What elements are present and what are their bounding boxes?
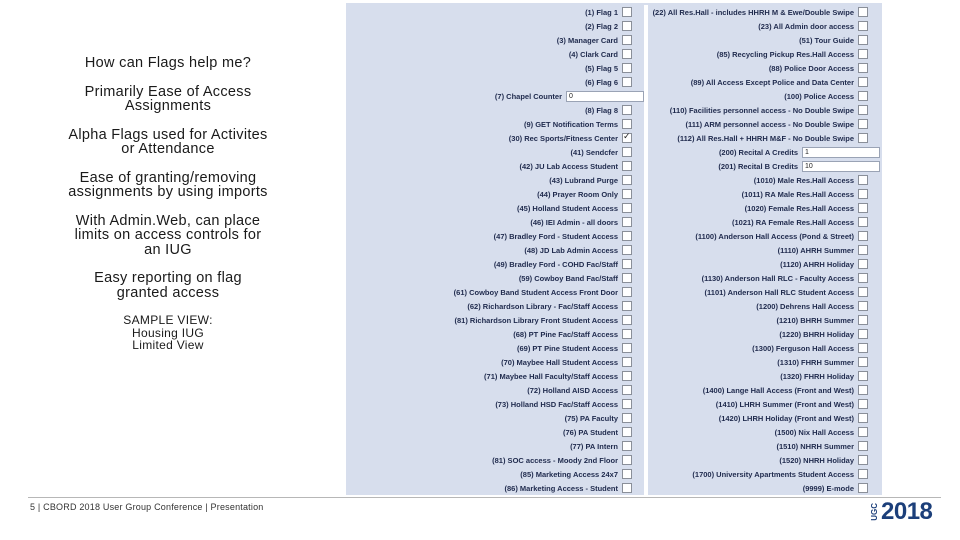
flag-checkbox[interactable]: [622, 427, 632, 437]
flag-checkbox[interactable]: [622, 175, 632, 185]
flag-checkbox[interactable]: [858, 245, 868, 255]
flag-checkbox[interactable]: [858, 483, 868, 493]
sample-view-title: SAMPLE VIEW:: [123, 313, 213, 327]
flag-row: [348, 131, 644, 145]
flag-checkbox[interactable]: [858, 91, 868, 101]
flag-row: [348, 103, 644, 117]
footer-divider: [28, 497, 941, 498]
flag-label: (45) Holland Student Access: [517, 203, 618, 213]
flag-row: [648, 173, 880, 187]
flag-checkbox[interactable]: [858, 441, 868, 451]
sample-view-line2: Housing IUG: [132, 325, 204, 340]
flag-label: (42) JU Lab Access Student: [519, 161, 618, 171]
flag-checkbox[interactable]: [858, 259, 868, 269]
flag-checkbox[interactable]: [622, 133, 632, 143]
bullet-access-assignments: Primarily Ease of Access Assignments: [84, 83, 252, 114]
flag-checkbox[interactable]: [858, 21, 868, 31]
flag-label: (49) Bradley Ford - COHD Fac/Staff: [493, 259, 618, 269]
flag-row: [648, 215, 880, 229]
flag-row: [348, 271, 644, 285]
flag-row: [648, 355, 880, 369]
flag-label: (1520) NHRH Holiday: [779, 455, 854, 465]
flag-checkbox[interactable]: [622, 385, 632, 395]
flag-label: (61) Cowboy Band Student Access Front Door: [453, 287, 618, 297]
flag-label: (22) All Res.Hall - includes HHRH M & Ewe/Double Swipe: [652, 7, 854, 17]
flag-label: (201) Recital B Credits: [718, 161, 798, 171]
flag-row: [648, 131, 880, 145]
flag-label: (111) ARM personnel access - No Double Swipe: [685, 119, 854, 129]
flag-label: (1410) LHRH Summer (Front and West): [715, 399, 854, 409]
flag-label: (1020) Female Res.Hall Access: [744, 203, 854, 213]
flag-label: (1100) Anderson Hall Access (Pond & Street): [695, 231, 854, 241]
flag-label: (51) Tour Guide: [799, 35, 854, 45]
flag-row: [648, 75, 880, 89]
flag-label: (71) Maybee Hall Faculty/Staff Access: [484, 371, 618, 381]
flag-label: (1011) RA Male Res.Hall Access: [741, 189, 854, 199]
flag-label: (2) Flag 2: [585, 21, 618, 31]
flag-checkbox[interactable]: [622, 287, 632, 297]
flag-row: [348, 341, 644, 355]
flag-row: [648, 285, 880, 299]
flag-value-field[interactable]: 1: [802, 147, 880, 158]
flag-row: [648, 341, 880, 355]
flag-checkbox[interactable]: [858, 469, 868, 479]
flag-label: (1420) LHRH Holiday (Front and West): [718, 413, 854, 423]
flag-row: [648, 257, 880, 271]
flag-row: [648, 327, 880, 341]
flag-checkbox[interactable]: [622, 441, 632, 451]
bullet-imports: Ease of granting/removing assignments by using imports: [68, 169, 268, 200]
flag-row: [648, 229, 880, 243]
flag-row: [648, 61, 880, 75]
ugc-logo-small: UGC: [870, 503, 879, 521]
flag-row: [348, 453, 644, 467]
flag-row: [348, 355, 644, 369]
flag-row: [348, 383, 644, 397]
flag-checkbox[interactable]: [858, 203, 868, 213]
flag-checkbox[interactable]: [622, 147, 632, 157]
flag-checkbox[interactable]: [858, 7, 868, 17]
flag-label: (46) IEI Admin - all doors: [530, 217, 618, 227]
flag-checkbox[interactable]: [858, 77, 868, 87]
flag-label: (1) Flag 1: [585, 7, 618, 17]
flag-label: (200) Recital A Credits: [718, 147, 798, 157]
flag-checkbox[interactable]: [858, 399, 868, 409]
flag-label: (70) Maybee Hall Student Access: [501, 357, 618, 367]
flag-checkbox[interactable]: [622, 105, 632, 115]
flag-checkbox[interactable]: [622, 231, 632, 241]
ugc-logo-year: 2018: [881, 498, 933, 525]
flag-label: (59) Cowboy Band Fac/Staff: [518, 273, 618, 283]
flag-checkbox[interactable]: [858, 105, 868, 115]
flag-label: (73) Holland HSD Fac/Staff Access: [495, 399, 618, 409]
flag-row: [648, 369, 880, 383]
flag-checkbox[interactable]: [622, 413, 632, 423]
flags-screenshot-panel: [346, 3, 882, 495]
flag-row: [348, 257, 644, 271]
flag-row: [648, 5, 880, 19]
flag-row: [348, 145, 644, 159]
flag-label: (41) Sendcfer: [570, 147, 618, 157]
flag-row: [648, 47, 880, 61]
flag-checkbox[interactable]: [622, 77, 632, 87]
flag-checkbox[interactable]: [622, 63, 632, 73]
flag-checkbox[interactable]: [858, 49, 868, 59]
flag-checkbox[interactable]: [622, 273, 632, 283]
flag-checkbox[interactable]: [622, 329, 632, 339]
flag-label: (1320) FHRH Holiday: [780, 371, 854, 381]
bullet-easy-reporting: Easy reporting on flag granted access: [94, 270, 242, 301]
flag-label: (1300) Ferguson Hall Access: [752, 343, 854, 353]
footer-caption: 5 | CBORD 2018 User Group Conference | Presentation: [30, 502, 264, 512]
flags-column-right: [648, 5, 880, 495]
bullet-alpha-flags: Alpha Flags used for Activites or Attendance: [68, 126, 268, 157]
flag-label: (9999) E-mode: [802, 483, 854, 493]
flag-checkbox[interactable]: [622, 189, 632, 199]
flag-label: (23) All Admin door access: [758, 21, 854, 31]
flag-checkbox[interactable]: [858, 119, 868, 129]
flag-row: [348, 173, 644, 187]
flag-row: [648, 187, 880, 201]
flag-label: (1400) Lange Hall Access (Front and West): [702, 385, 854, 395]
flag-row: [648, 19, 880, 33]
flag-row: [348, 285, 644, 299]
flag-checkbox[interactable]: [622, 7, 632, 17]
flag-row: [648, 33, 880, 47]
flag-row: [348, 439, 644, 453]
flag-checkbox[interactable]: [622, 371, 632, 381]
flag-row: [348, 201, 644, 215]
flag-checkbox[interactable]: [622, 161, 632, 171]
flag-row: [648, 481, 880, 495]
flag-checkbox[interactable]: [858, 357, 868, 367]
flag-checkbox[interactable]: [858, 371, 868, 381]
flag-row: [648, 159, 880, 173]
flag-checkbox[interactable]: [622, 399, 632, 409]
left-bullet-list: [68, 56, 268, 366]
flag-label: (1500) Nix Hall Access: [774, 427, 854, 437]
flag-row: [348, 33, 644, 47]
flag-label: (77) PA Intern: [570, 441, 618, 451]
flag-checkbox[interactable]: [622, 21, 632, 31]
flag-row: [348, 215, 644, 229]
flag-label: (1210) BHRH Summer: [776, 315, 854, 325]
flag-row: [348, 327, 644, 341]
flag-row: [648, 467, 880, 481]
flag-checkbox[interactable]: [622, 203, 632, 213]
flag-label: (81) SOC access - Moody 2nd Floor: [492, 455, 618, 465]
flag-row: [348, 19, 644, 33]
flag-row: [648, 117, 880, 131]
flag-label: (1110) AHRH Summer: [777, 245, 854, 255]
flag-label: (9) GET Notification Terms: [523, 119, 618, 129]
flag-row: [648, 103, 880, 117]
flag-label: (85) Marketing Access 24x7: [520, 469, 618, 479]
flag-row: [648, 201, 880, 215]
flag-row: [348, 369, 644, 383]
flag-label: (44) Prayer Room Only: [537, 189, 618, 199]
flag-row: [648, 271, 880, 285]
flag-label: (86) Marketing Access - Student: [504, 483, 618, 493]
flag-checkbox[interactable]: [858, 315, 868, 325]
flag-checkbox[interactable]: [622, 217, 632, 227]
flag-label: (1120) AHRH Holiday: [780, 259, 854, 269]
flag-label: (100) Police Access: [784, 91, 854, 101]
flag-row: [348, 313, 644, 327]
flag-value-field[interactable]: 0: [566, 91, 644, 102]
flag-label: (4) Clark Card: [568, 49, 618, 59]
flag-row: [348, 229, 644, 243]
flag-label: (1101) Anderson Hall RLC Student Access: [704, 287, 854, 297]
flag-checkbox[interactable]: [858, 35, 868, 45]
flag-label: (8) Flag 8: [585, 105, 618, 115]
flag-checkbox[interactable]: [622, 455, 632, 465]
sample-view-line3: Limited View: [132, 338, 204, 352]
flag-checkbox[interactable]: [858, 287, 868, 297]
flag-checkbox[interactable]: [622, 343, 632, 353]
flag-checkbox[interactable]: [622, 245, 632, 255]
flag-checkbox[interactable]: [858, 343, 868, 353]
flag-row: [648, 439, 880, 453]
flag-row: [648, 299, 880, 313]
flag-row: [348, 243, 644, 257]
flag-label: (112) All Res.Hall + HHRH M&F - No Double Swipe: [677, 133, 854, 143]
flag-checkbox[interactable]: [858, 231, 868, 241]
flag-label: (47) Bradley Ford - Student Access: [493, 231, 618, 241]
flag-row: [348, 159, 644, 173]
flag-label: (62) Richardson Library - Fac/Staff Access: [467, 301, 618, 311]
flag-checkbox[interactable]: [858, 63, 868, 73]
flag-row: [348, 299, 644, 313]
flag-row: [348, 397, 644, 411]
sample-view-caption: [68, 314, 268, 352]
flag-row: [348, 5, 644, 19]
flag-row: [648, 89, 880, 103]
flag-row: [348, 117, 644, 131]
flag-row: [348, 411, 644, 425]
flag-label: (85) Recycling Pickup Res.Hall Access: [716, 49, 854, 59]
flag-row: [648, 411, 880, 425]
flag-label: (81) Richardson Library Front Student Access: [454, 315, 618, 325]
flag-row: [348, 47, 644, 61]
flag-label: (89) All Access Except Police and Data Center: [690, 77, 854, 87]
flag-row: [348, 61, 644, 75]
flags-column-left: [348, 5, 644, 495]
flag-label: (30) Rec Sports/Fitness Center: [508, 133, 618, 143]
flag-value-field[interactable]: 10: [802, 161, 880, 172]
flag-row: [348, 75, 644, 89]
flag-label: (1021) RA Female Res.Hall Access: [731, 217, 854, 227]
flag-row: [348, 467, 644, 481]
flag-label: (1220) BHRH Holiday: [779, 329, 854, 339]
flag-label: (6) Flag 6: [585, 77, 618, 87]
flag-label: (1130) Anderson Hall RLC - Faculty Access: [701, 273, 854, 283]
flag-checkbox[interactable]: [858, 329, 868, 339]
flag-checkbox[interactable]: [858, 175, 868, 185]
flag-checkbox[interactable]: [622, 119, 632, 129]
flag-label: (1700) University Apartments Student Access: [692, 469, 854, 479]
flag-checkbox[interactable]: [858, 413, 868, 423]
flag-label: (3) Manager Card: [556, 35, 618, 45]
flag-checkbox[interactable]: [858, 217, 868, 227]
flag-label: (75) PA Faculty: [564, 413, 618, 423]
flag-checkbox[interactable]: [622, 259, 632, 269]
flag-row: [648, 383, 880, 397]
flag-checkbox[interactable]: [622, 301, 632, 311]
flag-label: (76) PA Student: [562, 427, 618, 437]
flag-row: [348, 481, 644, 495]
flag-checkbox[interactable]: [622, 483, 632, 493]
flag-checkbox[interactable]: [858, 273, 868, 283]
flag-label: (72) Holland AISD Access: [527, 385, 618, 395]
flag-row: [648, 313, 880, 327]
flag-label: (1200) Dehrens Hall Access: [756, 301, 854, 311]
flag-label: (1510) NHRH Summer: [776, 441, 854, 451]
flag-checkbox[interactable]: [858, 133, 868, 143]
flag-row: [648, 453, 880, 467]
flag-checkbox[interactable]: [622, 315, 632, 325]
flag-row: [348, 187, 644, 201]
flag-row: [648, 145, 880, 159]
flag-label: (1310) FHRH Summer: [777, 357, 854, 367]
flag-checkbox[interactable]: [858, 455, 868, 465]
flag-checkbox[interactable]: [622, 357, 632, 367]
flag-label: (7) Chapel Counter: [494, 91, 562, 101]
bullet-how-flags-help: How can Flags help me?: [84, 55, 252, 71]
flag-label: (69) PT Pine Student Access: [516, 343, 618, 353]
flag-row: [648, 243, 880, 257]
flag-row: [348, 425, 644, 439]
flag-checkbox[interactable]: [622, 35, 632, 45]
flag-row: [648, 425, 880, 439]
flag-checkbox[interactable]: [858, 385, 868, 395]
ugc-2018-logo: [871, 498, 932, 526]
bullet-admin-web: With Admin.Web, can place limits on access controls for an IUG: [74, 212, 262, 258]
flag-label: (68) PT Pine Fac/Staff Access: [513, 329, 618, 339]
flag-checkbox[interactable]: [858, 189, 868, 199]
flag-label: (88) Police Door Access: [768, 63, 854, 73]
flag-label: (43) Lubrand Purge: [549, 175, 618, 185]
flag-checkbox[interactable]: [622, 49, 632, 59]
flag-label: (1010) Male Res.Hall Access: [753, 175, 854, 185]
flag-checkbox[interactable]: [858, 427, 868, 437]
flag-checkbox[interactable]: [622, 469, 632, 479]
flag-row: [348, 89, 644, 103]
flag-label: (5) Flag 5: [585, 63, 618, 73]
flag-label: (110) Facilities personnel access - No Double Swipe: [669, 105, 854, 115]
flag-row: [648, 397, 880, 411]
flag-checkbox[interactable]: [858, 301, 868, 311]
flag-label: (48) JD Lab Admin Access: [524, 245, 618, 255]
